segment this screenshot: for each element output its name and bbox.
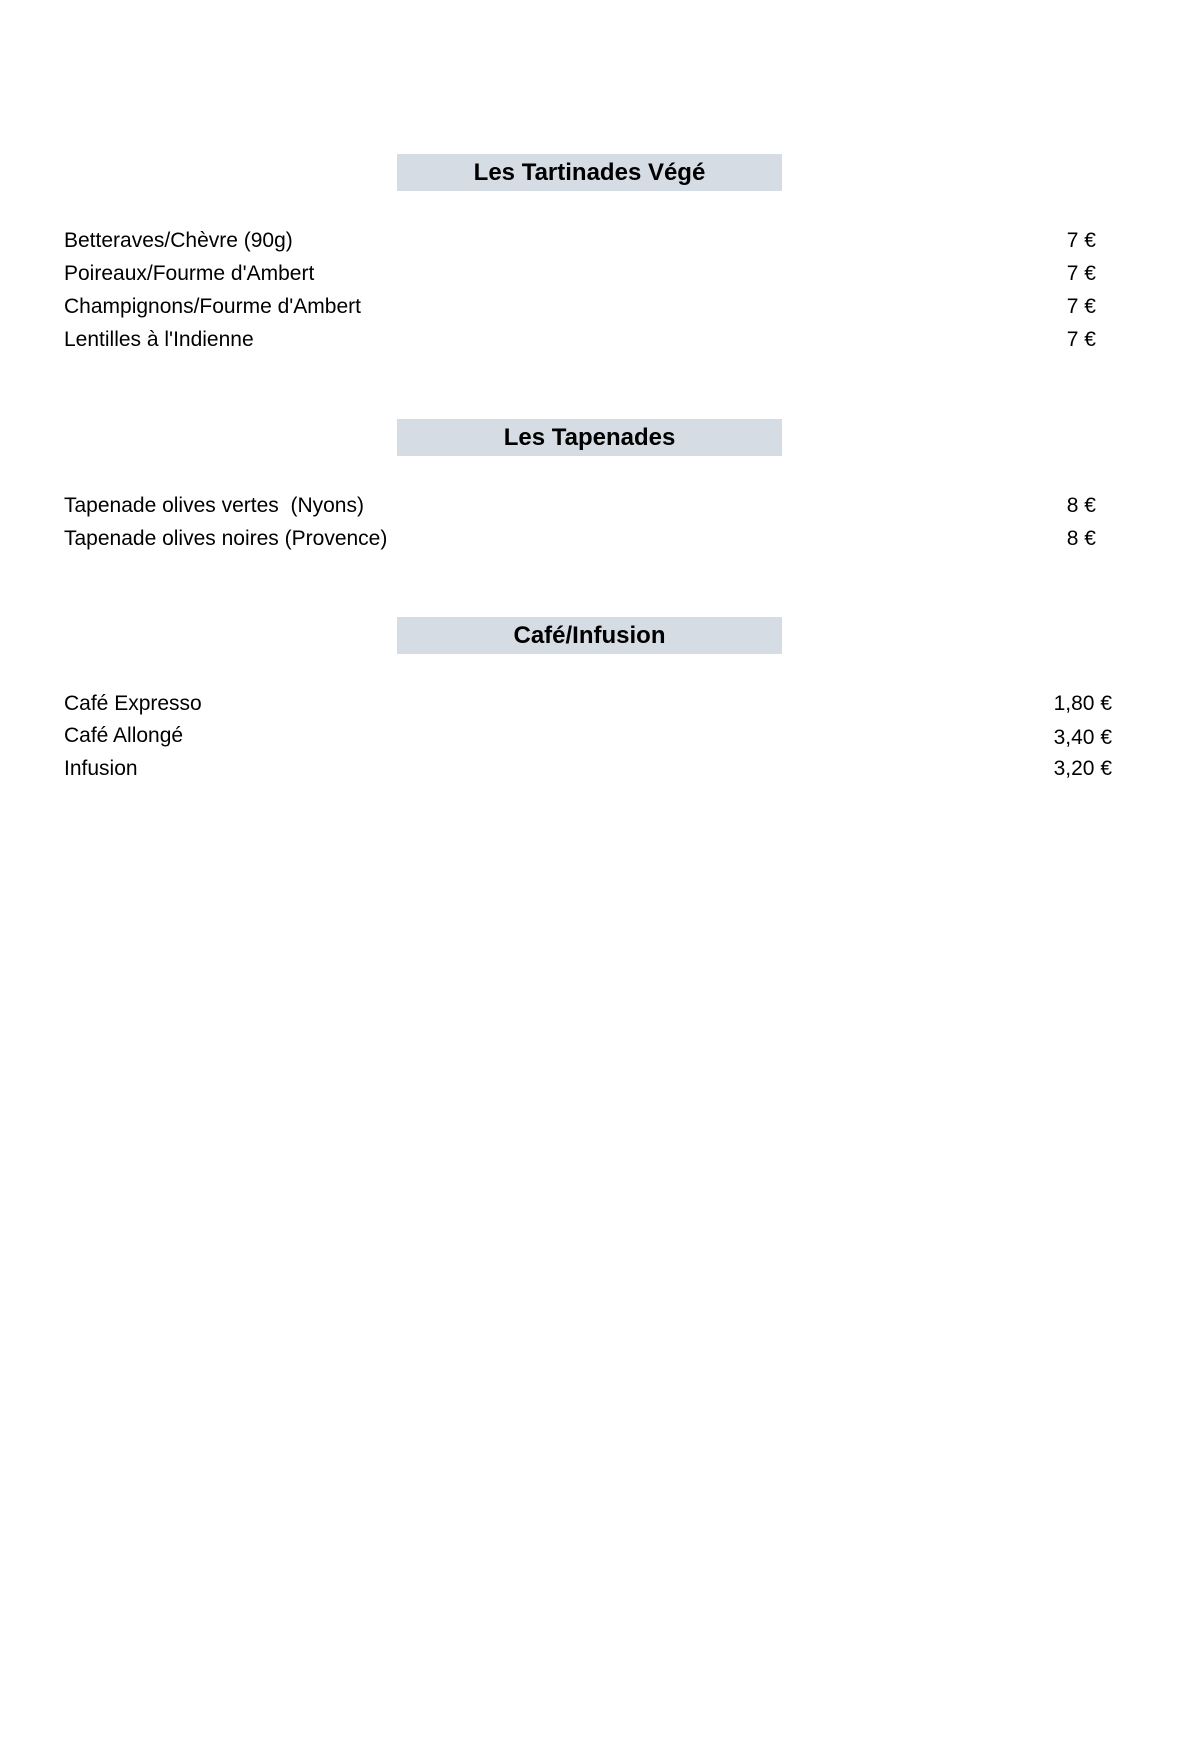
menu-item-price: 3,20 € [1053,757,1112,780]
menu-item-row [64,752,1138,785]
menu-item-price: 8 € [1066,527,1096,550]
menu-item-row [64,522,1138,555]
menu-item-row [64,290,1138,323]
menu-item-name: Infusion [64,757,138,780]
menu-item-row [64,719,1138,752]
section-header-cafe-infusion: Café/Infusion [397,617,782,654]
section-header-tapenades: Les Tapenades [397,419,782,456]
menu-item-name: Betteraves/Chèvre (90g) [64,229,293,252]
menu-item-name: Café Expresso [64,692,202,715]
menu-item-row [64,323,1138,356]
menu-item-row [64,489,1138,522]
menu-item-name: Lentilles à l'Indienne [64,328,254,351]
menu-item-row [64,687,1138,720]
menu-item-price: 7 € [1066,295,1096,318]
menu-item-name: Tapenade olives vertes (Nyons) [64,494,364,517]
menu-item-price: 7 € [1066,262,1096,285]
section-header-tartinades: Les Tartinades Végé [397,154,782,191]
menu-item-row [64,224,1138,257]
menu-item-price: 7 € [1066,229,1096,252]
menu-item-price: 1,80 € [1053,692,1112,715]
menu-item-name: Champignons/Fourme d'Ambert [64,295,361,318]
menu-item-row [64,257,1138,290]
menu-item-price: 7 € [1066,328,1096,351]
menu-item-price: 3,40 € [1053,726,1112,749]
menu-item-price: 8 € [1066,494,1096,517]
menu-item-name: Café Allongé [64,724,184,747]
menu-item-name: Poireaux/Fourme d'Ambert [64,262,315,285]
menu-item-name: Tapenade olives noires (Provence) [64,527,388,550]
